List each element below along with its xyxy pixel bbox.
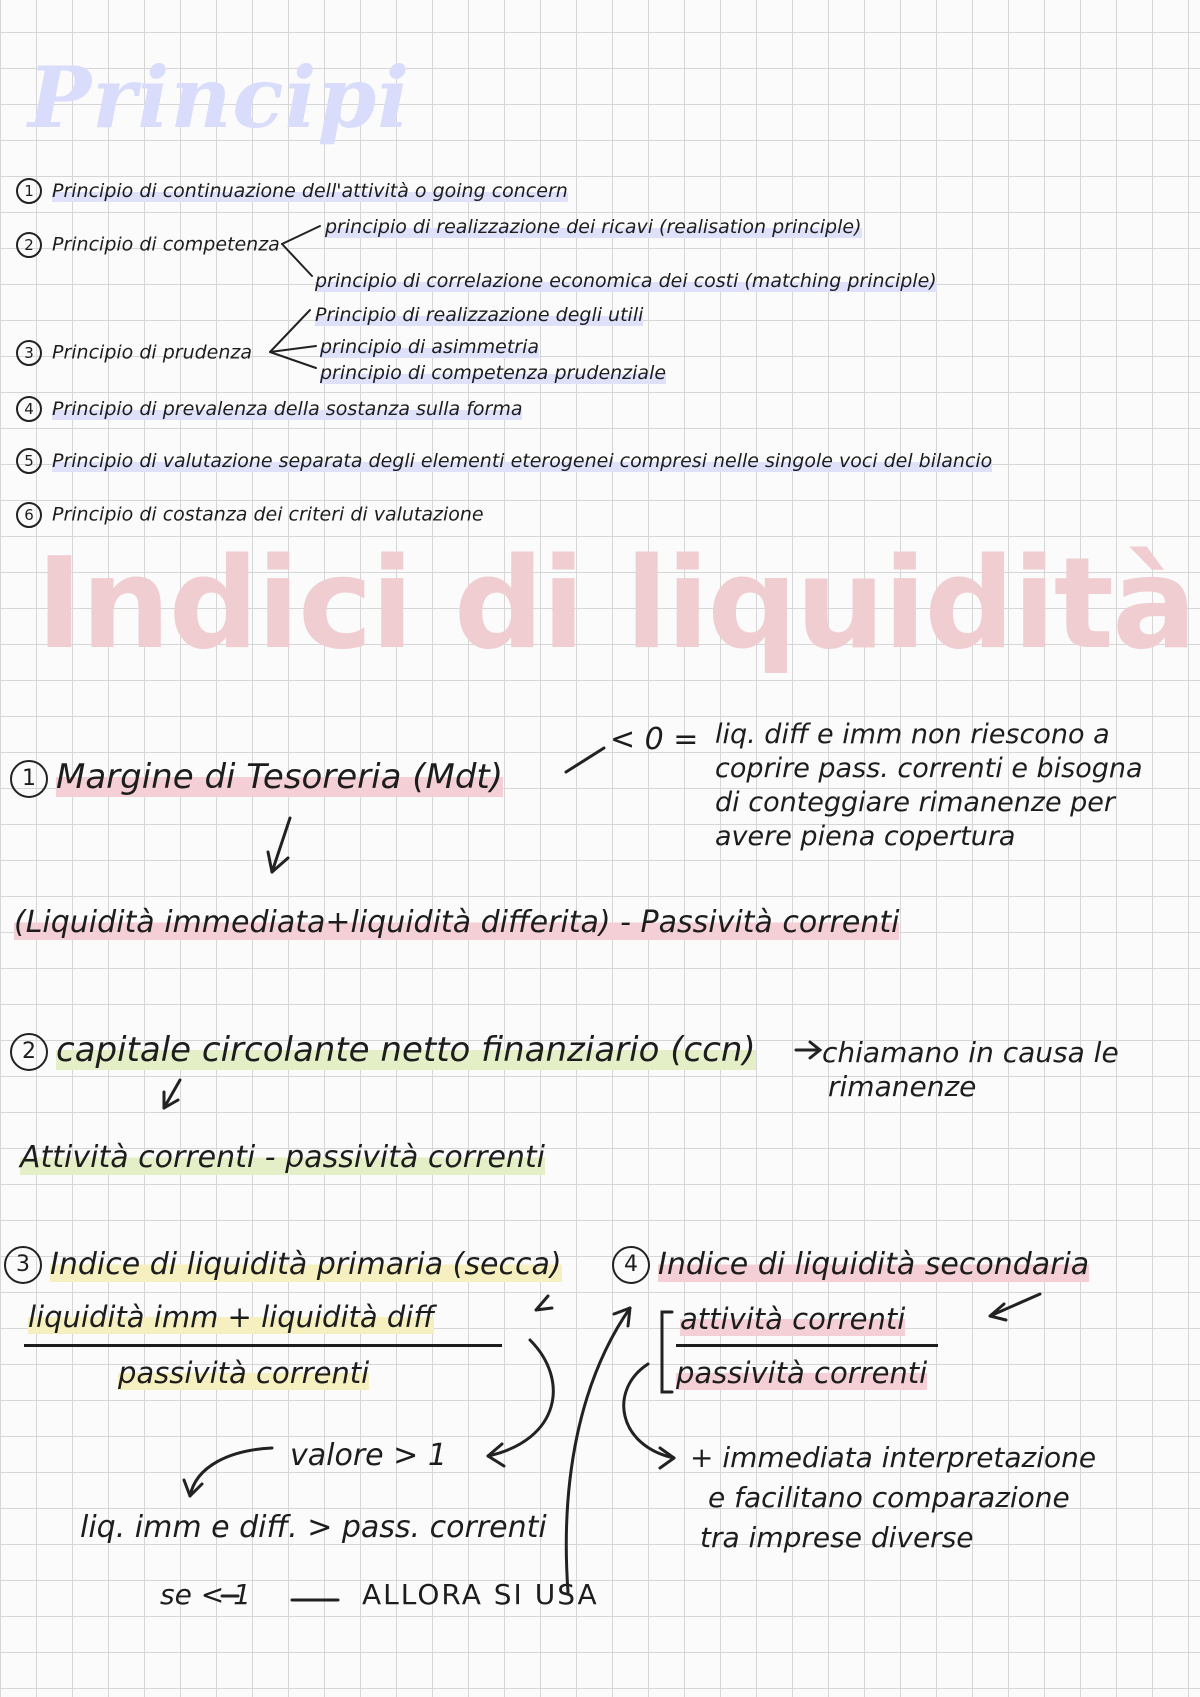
primaria-se: se < 1 <box>160 1578 251 1611</box>
mdt-note-line: coprire pass. correnti e bisogna <box>715 753 1143 784</box>
mdt-note-line: avere piena copertura <box>715 821 1016 852</box>
number-badge: 4 <box>16 396 42 422</box>
sub-text: principio di correlazione economica dei costi (matching principle) <box>315 270 937 292</box>
secondaria-title: Indice di liquidità secondaria <box>658 1246 1090 1282</box>
number-badge: 3 <box>4 1246 42 1284</box>
indici-title: Indici di liquidità <box>36 530 1196 677</box>
number-badge: 2 <box>10 1033 48 1071</box>
mdt-note-sign: < 0 = <box>610 722 699 757</box>
number-badge: 1 <box>16 178 42 204</box>
number-badge: 3 <box>16 340 42 366</box>
mdt-formula-text: (Liquidità immediata+liquidità differita) - Passività correnti <box>14 905 900 940</box>
primaria-numerator-text: liquidità imm + liquidità diff <box>28 1300 435 1334</box>
sub-text: principio di realizzazione dei ricavi (realisation principle) <box>325 216 862 238</box>
principi-title: Principi <box>28 48 411 147</box>
mdt-note-line: liq. diff e imm non riescono a <box>715 719 1110 750</box>
primaria-result: liq. imm e diff. > pass. correnti <box>80 1510 547 1545</box>
mdt-note-line: di conteggiare rimanenze per <box>715 787 1116 818</box>
principio-text: Principio di continuazione dell'attività o going concern <box>52 179 568 202</box>
number-badge: 4 <box>612 1246 650 1284</box>
primaria-denominator-text: passività correnti <box>118 1356 370 1390</box>
number-badge: 5 <box>16 448 42 474</box>
primaria-title: Indice di liquidità primaria (secca) <box>50 1246 562 1282</box>
secondaria-note-line: + immediata interpretazione <box>690 1441 1097 1474</box>
sub-text: principio di asimmetria <box>320 336 540 358</box>
principio-text: Principio di valutazione separata degli elementi eterogenei compresi nelle singole voci del bilancio <box>52 449 993 472</box>
secondaria-denominator-text: passività correnti <box>676 1356 928 1390</box>
mdt-title: Margine di Tesoreria (Mdt) <box>56 757 504 797</box>
ccn-note-line: rimanenze <box>828 1070 977 1103</box>
secondaria-note-line: tra imprese diverse <box>700 1521 974 1554</box>
ccn-formula-text: Attività correnti - passività correnti <box>20 1140 546 1175</box>
sub-text: Principio di realizzazione degli utili <box>315 304 644 326</box>
number-badge: 6 <box>16 502 42 528</box>
secondaria-note-line: e facilitano comparazione <box>708 1481 1070 1514</box>
principio-text: Principio di costanza dei criteri di valutazione <box>52 503 484 526</box>
principio-text: Principio di prevalenza della sostanza sulla forma <box>52 397 523 420</box>
principio-text: Principio di prudenza <box>52 341 253 364</box>
principio-text: Principio di competenza <box>52 233 280 256</box>
ccn-title: capitale circolante netto finanziario (ccn) <box>56 1030 756 1070</box>
number-badge: 2 <box>16 232 42 258</box>
number-badge: 1 <box>10 760 48 798</box>
primaria-valore: valore > 1 <box>290 1438 447 1473</box>
ccn-note-line: chiamano in causa le <box>822 1036 1119 1069</box>
secondaria-numerator-text: attività correnti <box>680 1302 906 1336</box>
primaria-allora: ALLORA SI USA <box>362 1578 599 1611</box>
sub-text: principio di competenza prudenziale <box>320 362 667 384</box>
